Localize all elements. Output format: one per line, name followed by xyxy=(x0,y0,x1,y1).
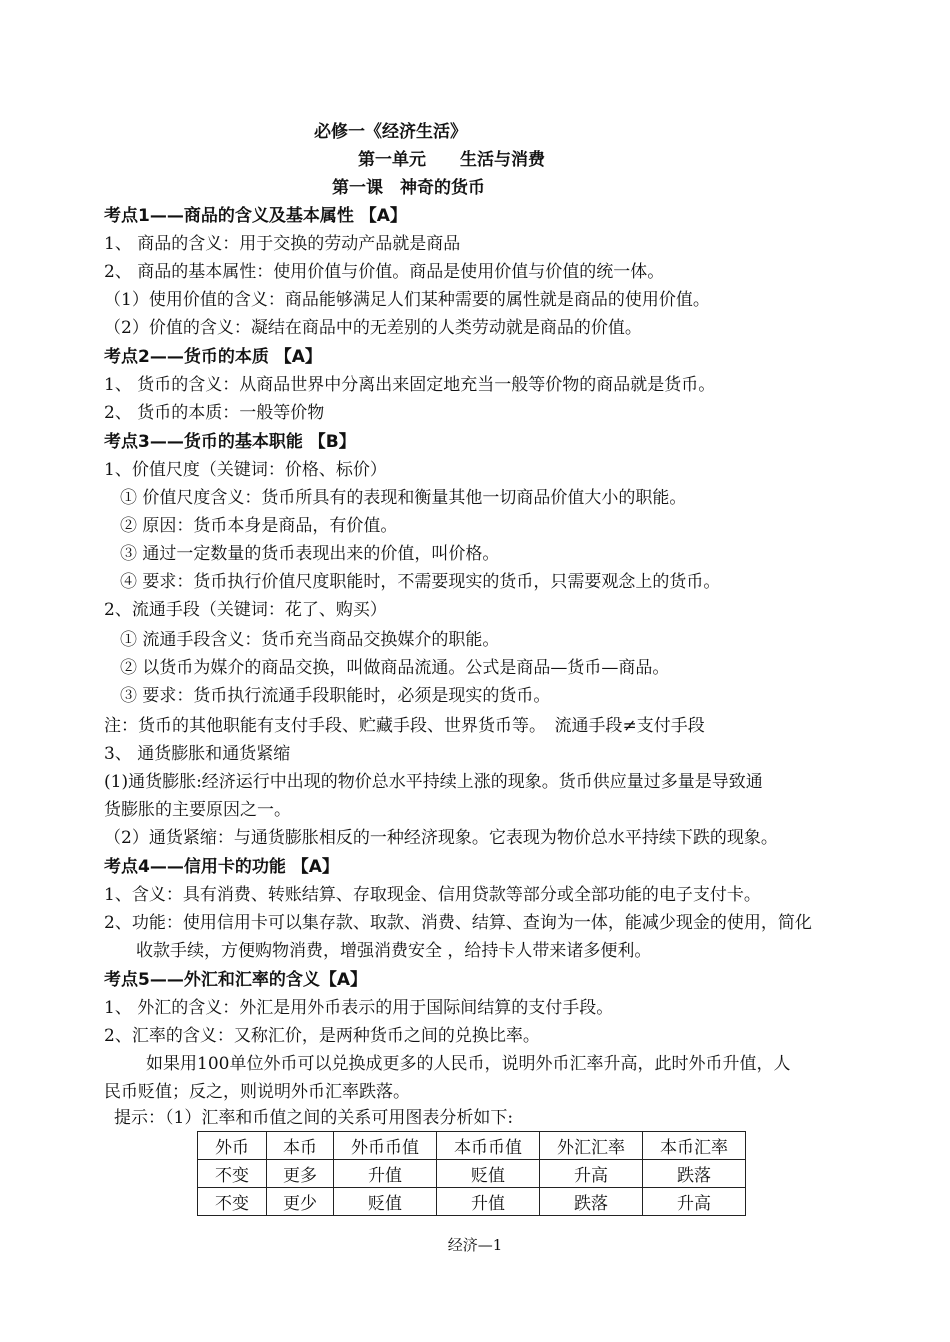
point4-heading: 考点4——信用卡的功能 【A】 xyxy=(104,857,339,877)
table-header-cell: 本币 xyxy=(267,1132,334,1160)
table-cell: 升高 xyxy=(643,1188,746,1216)
lesson-title: 第一课 神奇的货币 xyxy=(332,178,485,198)
point3-line11: 3、 通货膨胀和通货紧缩 xyxy=(104,744,291,764)
point3-line5: ④ 要求：货币执行价值尺度职能时，不需要现实的货币，只需要观念上的货币。 xyxy=(120,572,721,592)
table-row xyxy=(198,1160,746,1188)
point3-line13: 货膨胀的主要原因之一。 xyxy=(104,800,291,820)
table-cell: 不变 xyxy=(198,1188,267,1216)
page-footer: 经济—1 xyxy=(447,1236,503,1254)
table-cell: 不变 xyxy=(198,1160,267,1188)
point2-line1: 1、 货币的含义：从商品世界中分离出来固定地充当一般等价物的商品就是货币。 xyxy=(104,375,716,395)
point3-line1: 1、价值尺度（关键词：价格、标价） xyxy=(104,460,387,480)
table-cell: 升值 xyxy=(437,1188,540,1216)
table-cell: 跌落 xyxy=(643,1160,746,1188)
table-row xyxy=(198,1188,746,1216)
point3-line8: ② 以货币为媒介的商品交换，叫做商品流通。公式是商品—货币—商品。 xyxy=(120,658,670,678)
table-cell: 升高 xyxy=(540,1160,643,1188)
table-cell: 跌落 xyxy=(540,1188,643,1216)
point3-line7: ① 流通手段含义：货币充当商品交换媒介的职能。 xyxy=(120,630,500,650)
point5-hint: 提示：（1）汇率和币值之间的关系可用图表分析如下: xyxy=(114,1108,514,1128)
point1-line1: 1、 商品的含义：用于交换的劳动产品就是商品 xyxy=(104,234,461,254)
point1-line4: （2）价值的含义：凝结在商品中的无差别的人类劳动就是商品的价值。 xyxy=(104,318,642,338)
table-cell: 更多 xyxy=(267,1160,334,1188)
table-cell: 贬值 xyxy=(334,1188,437,1216)
table-cell: 更少 xyxy=(267,1188,334,1216)
point3-note: 注：货币的其他职能有支付手段、贮藏手段、世界货币等。 流通手段≠支付手段 xyxy=(104,716,705,736)
unit-title: 第一单元 生活与消费 xyxy=(358,150,545,170)
point4-line1: 1、含义：具有消费、转账结算、存取现金、信用贷款等部分或全部功能的电子支付卡。 xyxy=(104,885,761,905)
point5-line3: 如果用100单位外币可以兑换成更多的人民币，说明外币汇率升高，此时外币升值，人 xyxy=(146,1054,791,1074)
point3-line2: ① 价值尺度含义：货币所具有的表现和衡量其他一切商品价值大小的职能。 xyxy=(120,488,687,508)
exchange-rate-table xyxy=(197,1131,746,1216)
table-header-row xyxy=(198,1132,746,1160)
table-header-cell: 外币币值 xyxy=(334,1132,437,1160)
point3-line6: 2、流通手段（关键词：花了、购买） xyxy=(104,600,387,620)
point3-line4: ③ 通过一定数量的货币表现出来的价值，叫价格。 xyxy=(120,544,500,564)
point2-line2: 2、 货币的本质：一般等价物 xyxy=(104,403,325,423)
point3-line9: ③ 要求：货币执行流通手段职能时，必须是现实的货币。 xyxy=(120,686,551,706)
table-header-cell: 本币汇率 xyxy=(643,1132,746,1160)
point3-line3: ② 原因：货币本身是商品，有价值。 xyxy=(120,516,398,536)
point1-line3: （1）使用价值的含义：商品能够满足人们某种需要的属性就是商品的使用价值。 xyxy=(104,290,710,310)
point2-heading: 考点2——货币的本质 【A】 xyxy=(104,347,322,367)
point5-line1: 1、 外汇的含义：外汇是用外币表示的用于国际间结算的支付手段。 xyxy=(104,998,614,1018)
table-header-cell: 本币币值 xyxy=(437,1132,540,1160)
point1-heading: 考点1——商品的含义及基本属性 【A】 xyxy=(104,206,407,226)
table-header-cell: 外币 xyxy=(198,1132,267,1160)
point3-line12: (1)通货膨胀:经济运行中出现的物价总水平持续上涨的现象。货币供应量过多量是导致通 xyxy=(104,772,763,792)
point4-line2: 2、功能：使用信用卡可以集存款、取款、消费、结算、查询为一体，能减少现金的使用，简化 xyxy=(104,913,812,933)
point3-line14: （2）通货紧缩：与通货膨胀相反的一种经济现象。它表现为物价总水平持续下跌的现象。 xyxy=(104,828,778,848)
point5-line4: 民币贬值；反之，则说明外币汇率跌落。 xyxy=(104,1082,410,1102)
table-cell: 贬值 xyxy=(437,1160,540,1188)
table-cell: 升值 xyxy=(334,1160,437,1188)
point5-heading: 考点5——外汇和汇率的含义【A】 xyxy=(104,970,367,990)
point5-line2: 2、汇率的含义：又称汇价，是两种货币之间的兑换比率。 xyxy=(104,1026,540,1046)
point4-line3: 收款手续，方便购物消费，增强消费安全 ，给持卡人带来诸多便利。 xyxy=(136,941,652,961)
point1-line2: 2、 商品的基本属性：使用价值与价值。商品是使用价值与价值的统一体。 xyxy=(104,262,665,282)
book-title: 必修一《经济生活》 xyxy=(314,122,467,142)
table-header-cell: 外汇汇率 xyxy=(540,1132,643,1160)
point3-heading: 考点3——货币的基本职能 【B】 xyxy=(104,432,356,452)
